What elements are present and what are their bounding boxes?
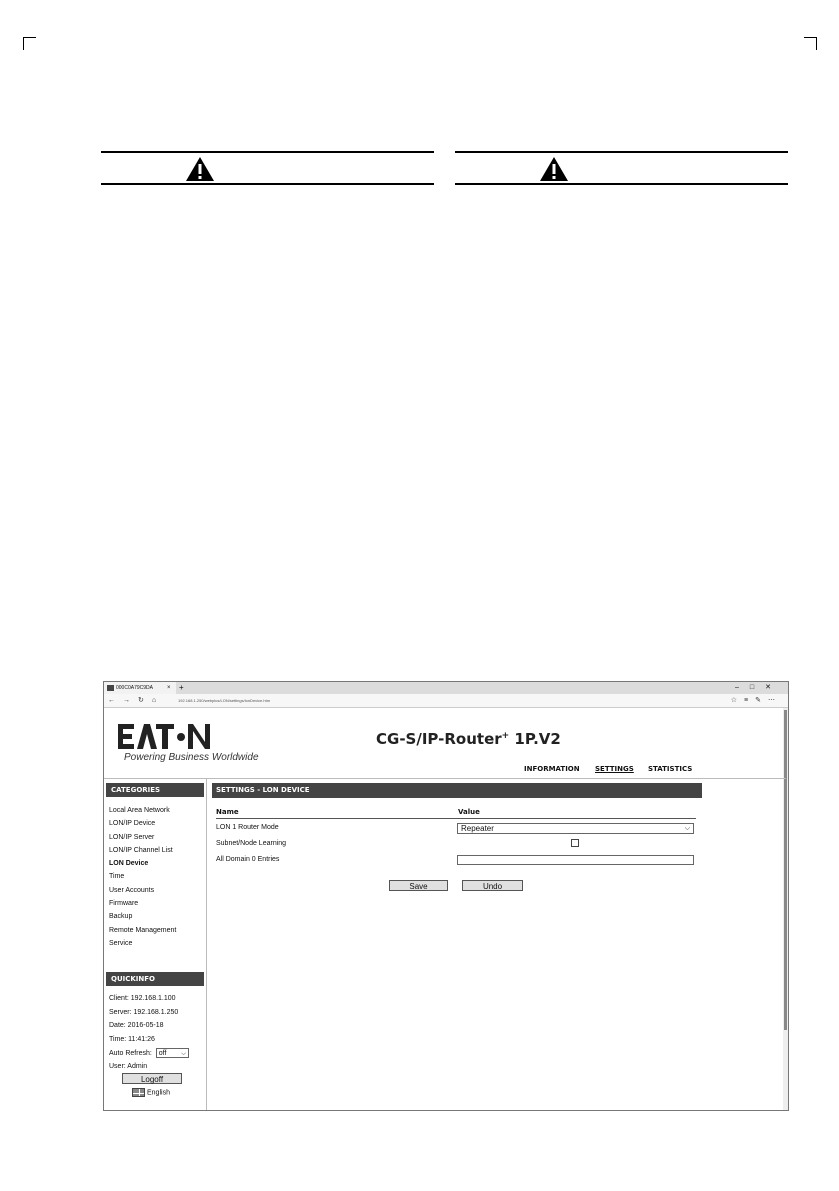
browser-tab-bar [104,682,788,694]
undo-button[interactable]: Undo [462,880,523,891]
row-all-domain-entries-label: All Domain 0 Entries [216,856,280,863]
quickinfo-server: Server: 192.168.1.250 [109,1009,179,1016]
category-lon-device[interactable]: LON Device [109,860,149,868]
language-label: English [147,1089,170,1097]
sidebar [104,778,207,1111]
tab-close-icon[interactable]: × [167,685,171,691]
category-remote-management[interactable]: Remote Management [109,926,177,934]
warning-triangle-icon [185,156,215,182]
crop-mark-top-right [804,37,817,50]
crop-mark-top-left [23,37,36,50]
all-domain-entries-input[interactable] [457,855,694,865]
scrollbar-thumb[interactable] [784,710,787,1030]
scrollbar[interactable] [783,708,788,1110]
section-header: SETTINGS - LON DEVICE [212,783,702,798]
warning-triangle-icon [539,156,569,182]
new-tab-icon[interactable]: + [179,683,184,692]
warning-box-left [101,151,434,185]
category-user-accounts[interactable]: User Accounts [109,886,155,894]
quickinfo-header: QUICKINFO [106,972,204,986]
warning-box-right [455,151,788,185]
navigation-icons[interactable]: ←→↻⌂ [108,697,165,704]
url-field[interactable]: 192.168.1.250/webplus/LON/settings/lonDevice.htm [178,698,271,703]
auto-refresh-label: Auto Refresh: [109,1049,152,1057]
category-service[interactable]: Service [109,939,133,947]
nav-settings[interactable]: SETTINGS [595,765,634,773]
router-mode-select[interactable] [457,823,694,834]
chevron-down-icon: ⌵ [684,825,690,832]
logoff-button[interactable]: Logoff [122,1073,182,1084]
address-bar [104,694,788,708]
language-selector[interactable] [132,1088,170,1097]
category-firmware[interactable]: Firmware [109,900,139,908]
toolbar-icons[interactable]: ☆≡✎⋯ [730,697,782,704]
window-controls[interactable]: –□✕ [735,684,782,691]
category-backup[interactable]: Backup [109,913,133,921]
browser-tab[interactable] [104,682,176,694]
product-suffix: 1P.V2 [509,730,561,748]
subnet-node-learning-checkbox[interactable] [571,839,579,847]
quickinfo-time: Time: 11:41:26 [109,1036,155,1043]
product-title [376,730,561,748]
category-lon-ip-server[interactable]: LON/IP Server [109,833,155,841]
category-lon-ip-channel-list[interactable]: LON/IP Channel List [109,846,173,854]
eaton-logo [118,722,210,752]
quickinfo-date: Date: 2016-05-18 [109,1022,164,1029]
column-value-header: Value [458,808,480,816]
category-local-area-network[interactable]: Local Area Network [109,807,170,814]
category-time[interactable]: Time [109,873,125,881]
category-list [109,804,176,950]
category-lon-ip-device[interactable]: LON/IP Device [109,820,156,828]
auto-refresh [109,1048,189,1058]
brand-tagline: Powering Business Worldwide [124,752,259,763]
favicon-icon [107,685,114,691]
router-mode-value: Repeater [461,824,494,833]
tab-title: 000C0A79C9DA [116,685,153,691]
browser-screenshot [103,681,789,1111]
auto-refresh-value: off [158,1050,167,1057]
table-header-rule [216,818,696,819]
quickinfo-client: Client: 192.168.1.100 [109,995,176,1002]
chevron-down-icon: ⌵ [181,1051,186,1057]
categories-header: CATEGORIES [106,783,204,797]
save-button[interactable]: Save [389,880,448,891]
nav-statistics[interactable]: STATISTICS [648,765,693,773]
row-router-mode-label: LON 1 Router Mode [216,824,279,831]
row-subnet-node-learning-label: Subnet/Node Learning [216,840,287,847]
column-name-header: Name [216,808,239,816]
quickinfo-user: User: Admin [109,1063,148,1070]
flag-icon [132,1088,145,1097]
auto-refresh-select[interactable] [156,1048,189,1058]
nav-information[interactable]: INFORMATION [524,765,580,773]
main-content [212,783,702,891]
product-name: CG-S/IP-Router [376,730,502,748]
product-sup: + [501,731,510,741]
